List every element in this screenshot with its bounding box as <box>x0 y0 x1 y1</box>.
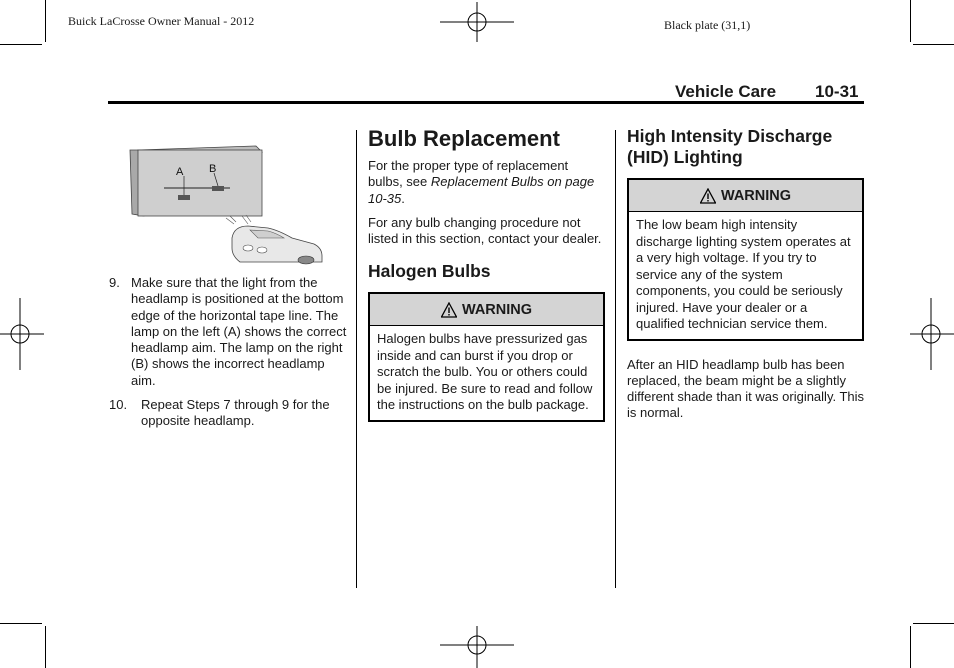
registration-target-icon <box>0 298 44 370</box>
hid-warning-box <box>627 178 864 341</box>
hid-heading-line1: High Intensity Discharge <box>627 126 833 146</box>
warning-header <box>370 294 603 326</box>
column-divider <box>615 130 616 588</box>
hid-heading-line2: (HID) Lighting <box>627 147 743 167</box>
hid-after-text: After an HID headlamp bulb has been replaced, the beam might be a slightly different shade than it was originally. This is normal. <box>627 356 865 421</box>
halogen-warning-box <box>368 292 605 422</box>
step-number: 9. <box>109 275 120 290</box>
section-title: Vehicle Care <box>675 82 777 101</box>
warning-label: WARNING <box>461 301 533 318</box>
registration-target-icon <box>440 2 514 42</box>
step-number: 10. <box>109 397 128 413</box>
step-list <box>109 275 347 438</box>
headlamp-aim-illustration <box>128 138 328 266</box>
registration-target-icon <box>440 626 514 668</box>
warning-text: Halogen bulbs have pressurized gas inside and can burst if you drop or scratch the bulb. You or others could be injured. Be sure to read and follow the instructions on the bulb package. <box>377 331 593 413</box>
warning-text: The low beam high intensity discharge lighting system operates at a very high voltage. If you try to service any of the system components, you could be seriously injured. Have your dealer or a qualified technician service them. <box>636 217 851 331</box>
warning-triangle-icon <box>441 302 457 318</box>
page-number: 10-31 <box>815 82 859 101</box>
registration-target-icon <box>910 298 954 370</box>
column-divider <box>356 130 357 588</box>
intro-suffix: . <box>401 190 405 206</box>
warning-triangle-icon <box>700 188 716 204</box>
plate-label: Black plate (31,1) <box>664 18 751 32</box>
cross-reference-link[interactable]: Replacement Bulbs on page 10-35 <box>368 174 595 206</box>
list-item <box>109 275 347 389</box>
header-rule <box>108 101 864 104</box>
figure-label-a: A <box>176 166 184 178</box>
bulb-replacement-column <box>368 126 606 422</box>
warning-header <box>629 180 862 212</box>
hid-column <box>627 126 865 430</box>
step-text: Repeat Steps 7 through 9 for the opposite headlamp. <box>141 397 330 429</box>
bulb-replacement-intro <box>368 158 606 207</box>
warning-label: WARNING <box>720 187 792 204</box>
bulb-replacement-heading: Bulb Replacement <box>368 126 560 151</box>
intro-text: For the proper type of replacement bulbs, see <box>368 158 569 190</box>
hid-heading <box>627 126 865 168</box>
list-item <box>109 397 347 430</box>
figure-label-b: B <box>209 163 217 175</box>
bulb-replacement-para: For any bulb changing procedure not listed in this section, contact your dealer. <box>368 214 602 247</box>
halogen-heading: Halogen Bulbs <box>368 261 491 282</box>
manual-title: Buick LaCrosse Owner Manual - 2012 <box>68 14 255 28</box>
step-text: Make sure that the light from the headlamp is positioned at the bottom edge of the horizontal tape line. The lamp on the left (A) shows the correct headlamp aim. The lamp on the right (B) shows the incorrect headlamp aim. <box>131 275 347 388</box>
